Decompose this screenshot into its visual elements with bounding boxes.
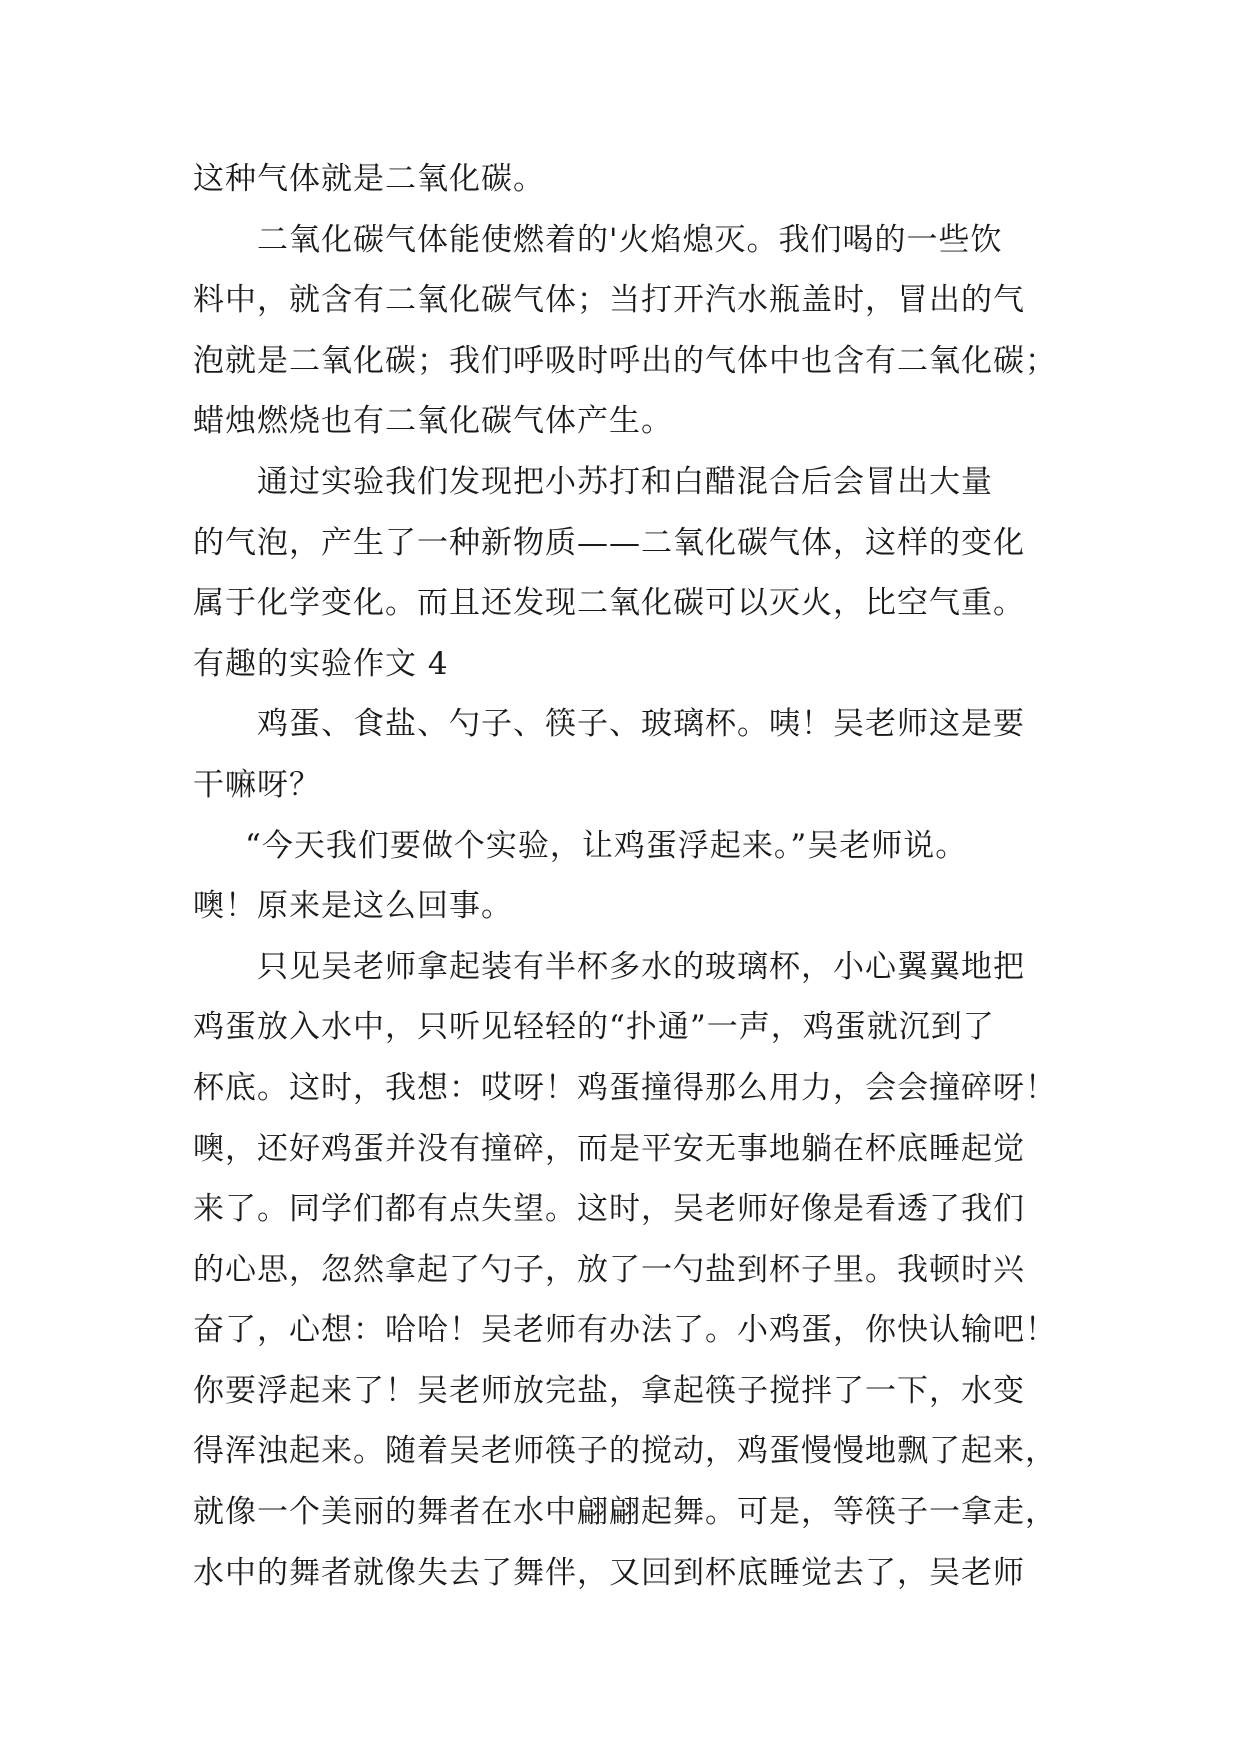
text-line: 水中的舞者就像失去了舞伴，又回到杯底睡觉去了，吴老师 <box>193 1554 1025 1591</box>
text-line: 奋了，心想：哈哈！吴老师有办法了。小鸡蛋，你快认输吧！ <box>193 1312 1057 1349</box>
paragraph-start-line: 鸡蛋、食盐、勺子、筷子、玻璃杯。咦！吴老师这是要 <box>257 706 1025 743</box>
paragraph-start-line: 二氧化碳气体能使燃着的'火焰熄灭。我们喝的一些饮 <box>257 221 1003 258</box>
text-line: 就像一个美丽的舞者在水中翩翩起舞。可是，等筷子一拿走， <box>193 1494 1057 1531</box>
text-line: 来了。同学们都有点失望。这时，吴老师好像是看透了我们 <box>193 1191 1025 1228</box>
paragraph-start-line: 只见吴老师拿起装有半杯多水的玻璃杯，小心翼翼地把 <box>257 948 1025 985</box>
text-line: 得浑浊起来。随着吴老师筷子的搅动，鸡蛋慢慢地飘了起来， <box>193 1433 1057 1470</box>
text-line: 的气泡，产生了一种新物质——二氧化碳气体，这样的变化 <box>193 524 1025 561</box>
text-line: 泡就是二氧化碳；我们呼吸时呼出的气体中也含有二氧化碳； <box>193 342 1057 379</box>
text-line: 干嘛呀？ <box>193 766 321 803</box>
text-line: 噢，还好鸡蛋并没有撞碎，而是平安无事地躺在杯底睡起觉 <box>193 1130 1025 1167</box>
text-line: 料中，就含有二氧化碳气体；当打开汽水瓶盖时，冒出的气 <box>193 282 1025 319</box>
text-line: 噢！原来是这么回事。 <box>193 888 513 925</box>
text-line: 鸡蛋放入水中，只听见轻轻的“扑通”一声，鸡蛋就沉到了 <box>193 1009 995 1046</box>
text-line: 你要浮起来了！吴老师放完盐，拿起筷子搅拌了一下，水变 <box>193 1372 1025 1409</box>
text-line: 的心思，忽然拿起了勺子，放了一勺盐到杯子里。我顿时兴 <box>193 1251 1025 1288</box>
section-title: 有趣的实验作文 4 <box>193 645 449 682</box>
text-line: 杯底。这时，我想：哎呀！鸡蛋撞得那么用力，会会撞碎呀！ <box>193 1069 1057 1106</box>
text-line: 属于化学变化。而且还发现二氧化碳可以灭火，比空气重。 <box>193 585 1025 622</box>
text-line: 蜡烛燃烧也有二氧化碳气体产生。 <box>193 403 673 440</box>
paragraph-start-line: 通过实验我们发现把小苏打和白醋混合后会冒出大量 <box>257 463 993 500</box>
text-line: 这种气体就是二氧化碳。 <box>193 161 545 197</box>
paragraph-start-line: “今天我们要做个实验，让鸡蛋浮起来。”吴老师说。 <box>245 827 968 864</box>
document-body <box>193 160 1063 1614</box>
